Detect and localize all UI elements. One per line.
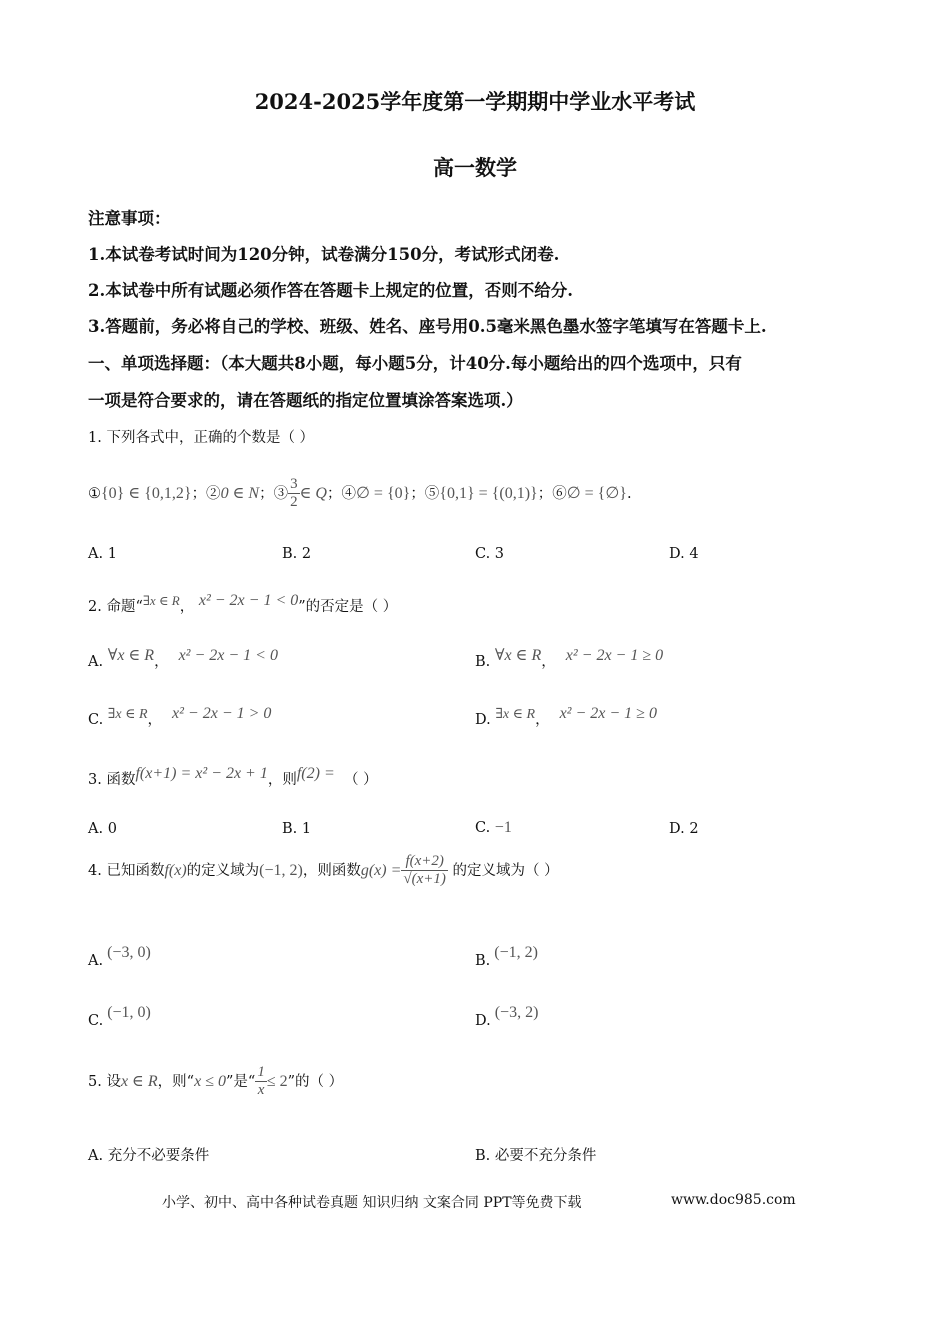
q4-stem-text: 的定义域为（ ） <box>452 862 559 879</box>
q2-stem-math: x² − 2x − 1 < 0 <box>198 592 299 609</box>
q2-option-b: B. ∀x ∈ R， x² − 2x − 1 ≥ 0 <box>475 647 664 670</box>
fraction-denominator: √(x+1) <box>403 871 446 888</box>
q1-item-math: {0,1} = {(0,1)} <box>439 484 538 502</box>
q1-item-math: ∅ = {0} <box>355 484 411 502</box>
q1-option-a: A. 1 <box>88 546 117 562</box>
q3-stem-math: f(x+1) = x² − 2x + 1 <box>135 765 268 782</box>
q5-stem-text: 5. 设 <box>88 1073 121 1090</box>
fraction-denominator: 2 <box>290 494 298 511</box>
q2-stem <box>88 592 397 616</box>
option-math: (−1, 0) <box>107 1004 151 1021</box>
option-math: ∃x ∈ R <box>107 707 148 722</box>
subject-title: 高一数学 <box>433 155 517 180</box>
notes-heading: 注意事项： <box>88 209 171 228</box>
q4-stem-text: 的定义域为 <box>186 862 260 879</box>
option-label: A. <box>88 654 104 670</box>
q1-item-marker: ；⑤ <box>410 485 440 502</box>
q5-fraction <box>255 1064 267 1100</box>
option-math: (−1, 2) <box>494 944 538 961</box>
q5-option-b: B. 必要不充分条件 <box>475 1148 597 1164</box>
fraction-numerator: 3 <box>288 476 300 494</box>
option-math: ∀x ∈ R <box>494 647 542 664</box>
q2-option-a: A. ∀x ∈ R， x² − 2x − 1 < 0 <box>88 647 278 670</box>
option-math: −1 <box>494 819 512 836</box>
option-math: ∀x ∈ R <box>107 647 155 664</box>
q3-stem-text: （ ） <box>343 772 378 788</box>
option-math: ∃x ∈ R <box>495 707 536 722</box>
q4-option-d <box>475 1004 538 1029</box>
q4-stem <box>88 853 559 889</box>
q5-option-a: A. 充分不必要条件 <box>88 1148 210 1164</box>
q4-fraction <box>401 853 448 889</box>
q1-option-b: B. 2 <box>282 546 312 562</box>
q4-stem-math: g(x) = <box>360 861 402 879</box>
fraction-numerator: 1 <box>255 1064 267 1082</box>
option-label: B. <box>475 654 491 670</box>
q3-stem-text: ，则 <box>267 772 297 788</box>
q1-item-marker: . <box>626 485 632 502</box>
q4-stem-text: 4. 已知函数 <box>88 862 165 879</box>
option-label: D. <box>475 1013 491 1029</box>
q1-item-marker: ① <box>88 485 101 502</box>
q1-item-marker: ；③ <box>259 485 289 502</box>
q5-stem-math: x ∈ R <box>120 1072 158 1090</box>
option-math: x² − 2x − 1 < 0 <box>178 647 278 664</box>
option-math: x² − 2x − 1 > 0 <box>172 705 272 722</box>
q1-item-marker: ；② <box>191 485 221 502</box>
option-label: C. <box>475 820 491 836</box>
q1-item-math: ∅ = {∅} <box>566 484 627 502</box>
option-math: x² − 2x − 1 ≥ 0 <box>559 705 657 722</box>
q5-stem-math: x ≤ 0 <box>194 1072 226 1090</box>
option-label: C. <box>88 1013 104 1029</box>
q3-option-d: D. 2 <box>669 821 699 837</box>
q2-stem-text: ， <box>179 599 195 615</box>
option-label: C. <box>88 712 104 728</box>
q5-stem-math: ≤ 2 <box>266 1072 288 1090</box>
option-label: D. <box>475 712 491 728</box>
q1-item-math: ∈ Q <box>299 484 327 502</box>
q5-stem-text: ，则“ <box>157 1073 195 1090</box>
note-item: 2.本试卷中所有试题必须作答在答题卡上规定的位置，否则不给分. <box>88 281 573 300</box>
footer-url[interactable]: www.doc985.com <box>671 1192 796 1208</box>
q4-option-b <box>475 944 538 969</box>
q1-items <box>88 476 632 512</box>
q3-option-c <box>475 819 512 837</box>
q4-stem-math: (−1, 2) <box>259 861 303 879</box>
q4-option-a <box>88 944 151 969</box>
option-math: (−3, 0) <box>107 944 151 961</box>
q3-option-a: A. 0 <box>88 821 117 837</box>
q4-stem-math: f(x) <box>164 861 187 879</box>
q5-stem-text: ”的（ ） <box>287 1073 344 1090</box>
q2-option-c: C. ∃x ∈ R， x² − 2x − 1 > 0 <box>88 705 272 728</box>
q2-stem-math: ∃x ∈ R <box>142 593 180 608</box>
q2-option-d: D. ∃x ∈ R， x² − 2x − 1 ≥ 0 <box>475 705 657 728</box>
q1-stem: 1. 下列各式中，正确的个数是（ ） <box>88 430 315 446</box>
q1-option-c: C. 3 <box>475 546 505 562</box>
q1-fraction <box>288 476 300 512</box>
q2-stem-text: ”的否定是（ ） <box>298 599 398 615</box>
q1-item-marker: ；④ <box>326 485 356 502</box>
option-math: x² − 2x − 1 ≥ 0 <box>565 647 664 664</box>
q4-option-c <box>88 1004 151 1029</box>
section-heading-line1: 一、单项选择题：（本大题共8小题，每小题5分，计40分.每小题给出的四个选项中，只有 <box>88 354 742 373</box>
q1-item-math: 0 ∈ N <box>220 484 260 502</box>
note-item: 3.答题前，务必将自己的学校、班级、姓名、座号用0.5毫米黑色墨水签字笔填写在答题卡上. <box>88 317 767 336</box>
option-label: A. <box>88 953 104 969</box>
exam-title: 2024-2025学年度第一学期期中学业水平考试 <box>254 89 696 114</box>
q3-stem-math: f(2) = <box>296 765 335 782</box>
q5-stem <box>88 1064 343 1100</box>
q4-stem-text: ，则函数 <box>302 862 361 879</box>
option-label: B. <box>475 953 491 969</box>
q3-stem <box>88 765 378 789</box>
q3-option-b: B. 1 <box>282 821 312 837</box>
q3-stem-text: 3. 函数 <box>88 772 136 788</box>
option-math: (−3, 2) <box>494 1004 539 1021</box>
q5-stem-text: ”是“ <box>225 1073 256 1090</box>
footer-text: 小学、初中、高中各种试卷真题 知识归纳 文案合同 PPT等免费下载 <box>162 1195 582 1211</box>
q2-stem-text: 2. 命题“ <box>88 599 143 615</box>
q1-option-d: D. 4 <box>669 546 699 562</box>
q1-item-math: {0} ∈ {0,1,2} <box>101 484 192 502</box>
section-heading-line2: 一项是符合要求的，请在答题纸的指定位置填涂答案选项.） <box>88 391 523 410</box>
fraction-numerator: f(x+2) <box>401 853 448 871</box>
note-item: 1.本试卷考试时间为120分钟，试卷满分150分，考试形式闭卷. <box>88 245 560 264</box>
q1-item-marker: ；⑥ <box>537 485 567 502</box>
fraction-denominator: x <box>257 1082 265 1099</box>
